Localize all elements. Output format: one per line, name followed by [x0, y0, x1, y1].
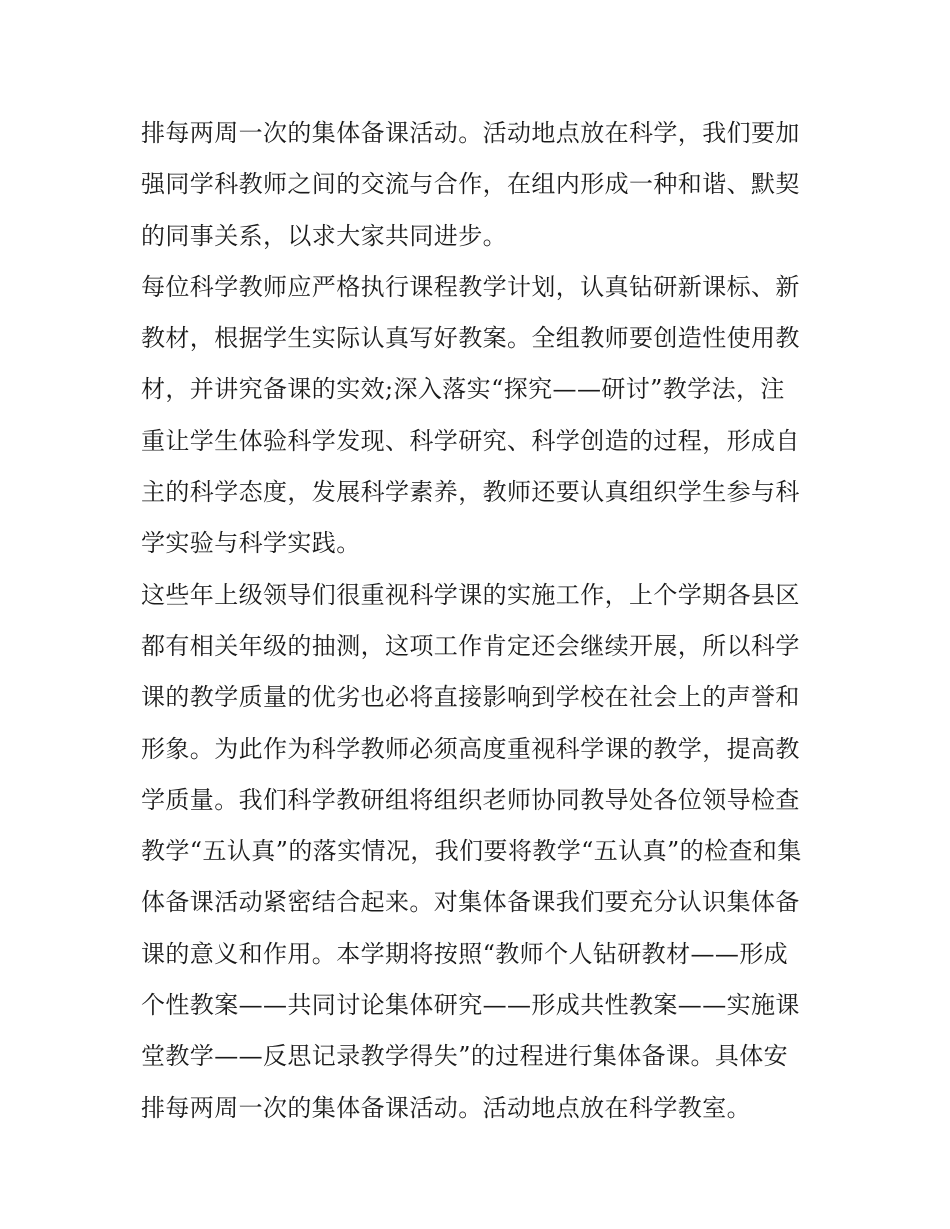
text-line: 强同学科教师之间的交流与合作，在组内形成一种和谐、默契	[141, 170, 800, 199]
text-line: 排每两周一次的集体备课活动。活动地点放在科学教室。	[141, 1093, 751, 1122]
text-line: 学质量。我们科学教研组将组织老师协同教导处各位领导检查	[141, 785, 800, 814]
text-line: 课的教学质量的优劣也必将直接影响到学校在社会上的声誉和	[141, 683, 800, 712]
text-line: 体备课活动紧密结合起来。对集体备课我们要充分认识集体备	[141, 888, 800, 917]
text-line: 排每两周一次的集体备课活动。活动地点放在科学，我们要加	[141, 119, 800, 147]
document-body	[141, 108, 821, 1134]
text-line: 学实验与科学实践。	[141, 529, 361, 558]
text-line: 课的意义和作用。本学期将按照“教师个人钻研教材——形成	[141, 939, 789, 968]
text-line: 的同事关系，以求大家共同进步。	[141, 221, 507, 250]
text-line: 教学“五认真”的落实情况，我们要将教学“五认真”的检查和集	[141, 837, 802, 866]
text-line: 每位科学教师应严格执行课程教学计划，认真钻研新课标、新	[141, 272, 800, 301]
text-line: 堂教学——反思记录教学得失”的过程进行集体备课。具体安	[141, 1042, 789, 1071]
text-line: 个性教案——共同讨论集体研究——形成共性教案——实施课	[141, 991, 800, 1020]
text-line: 材，并讲究备课的实效;深入落实“探究——研讨”教学法，注	[141, 375, 785, 404]
text-line: 教材，根据学生实际认真写好教案。全组教师要创造性使用教	[141, 324, 800, 353]
text-line: 都有相关年级的抽测，这项工作肯定还会继续开展，所以科学	[141, 631, 800, 660]
text-line: 主的科学态度，发展科学素养，教师还要认真组织学生参与科	[141, 478, 800, 507]
text-line: 形象。为此作为科学教师必须高度重视科学课的教学，提高教	[141, 734, 800, 763]
text-line: 重让学生体验科学发现、科学研究、科学创造的过程，形成自	[141, 426, 800, 455]
text-line: 这些年上级领导们很重视科学课的实施工作，上个学期各县区	[141, 580, 800, 609]
